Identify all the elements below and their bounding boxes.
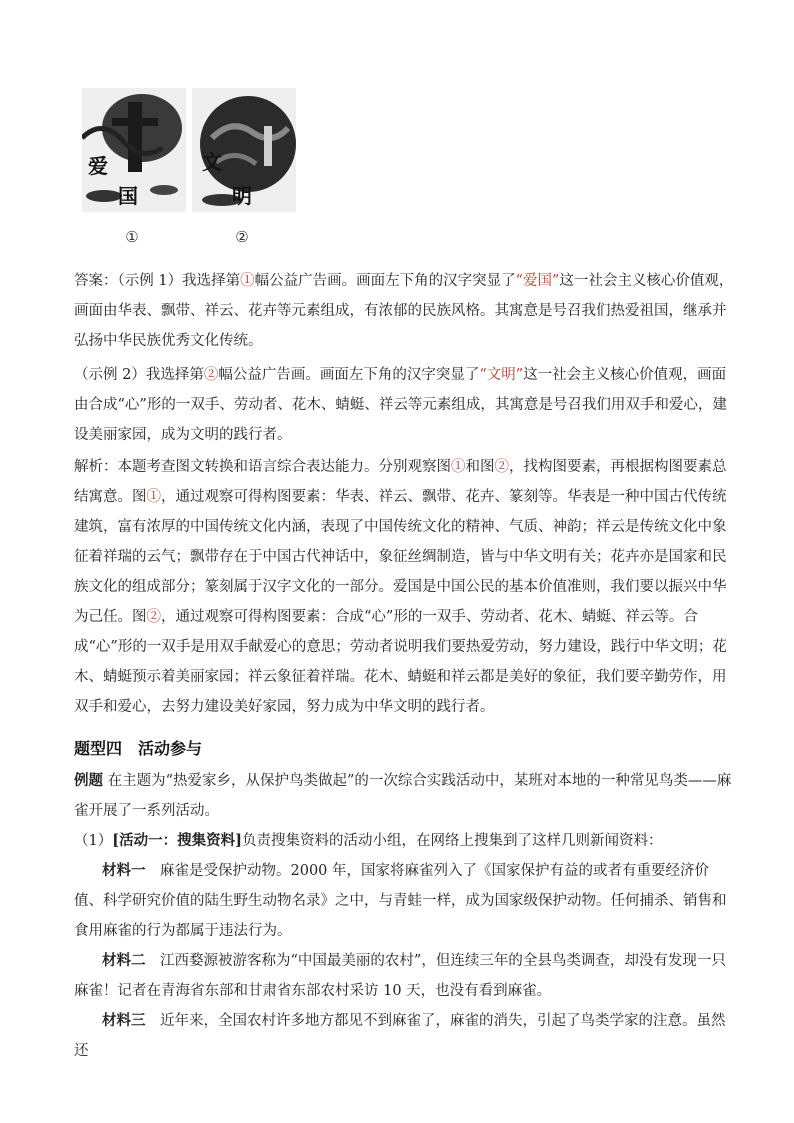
- material-1: [74, 856, 734, 946]
- poster-char-wen: 文: [202, 150, 222, 174]
- answer-ex1-rest: 这一社会主义核心价值观，画面由华表、飘带、祥云、花卉等元素组成，有浓郁的民族风格。其寓意是号召我们热爱祖国，继承并弘扬中华民族优秀文化传统。: [74, 273, 734, 349]
- poster-figure: [74, 78, 296, 256]
- material-3: [74, 1006, 734, 1066]
- poster-char-ming: 明: [232, 184, 252, 208]
- analysis-ref-1: ①: [451, 459, 466, 475]
- analysis-part-2: 和图: [465, 459, 495, 475]
- answer-ex2-ref: ②: [203, 367, 219, 383]
- analysis-ref-2: ②: [494, 459, 509, 475]
- material-1-text: 麻雀是受保护动物。2000 年，国家将麻雀列入了《国家保护有益的或者有重要经济价值、科学研究价值的陆生野生动物名录》之中，与青蛙一样，成为国家级保护动物。任何捕杀、销售和食用麻雀的行为都属于违法行为。: [74, 863, 727, 939]
- material-2-text: 江西婺源被游客称为“中国最美丽的农村”，但连续三年的全县鸟类调查，却没有发现一只麻雀！记者在青海省东部和甘肃省东部农村采访 10 天，也没有看到麻雀。: [74, 953, 726, 999]
- answer-example-2: [74, 360, 734, 450]
- answer-example-1: [74, 266, 734, 356]
- analysis-part-4: ，通过观察可得构图要素：华表、祥云、飘带、花卉、篆刻等。华表是一种中国古代传统建筑，富有浓厚的中国传统文化内涵，表现了中国传统文化的精神、气质、神韵；祥云是传统文化中象征着祥瑞的云气；飘带存在于中国古代神话中，象征丝绸制造，皆与中华文明有关；花卉亦是国家和民族文化的组成部分；篆刻属于汉字文化的一部分。爱国是中国公民的基本价值准则，我们要以振兴中华为己任。图: [74, 489, 727, 625]
- example-text: 在主题为“热爱家乡，从保护鸟类做起”的一次综合实践活动中，某班对本地的一种常见鸟类——麻雀开展了一系列活动。: [74, 773, 732, 819]
- poster-patriotism: [82, 88, 186, 212]
- q1-prefix: （1）: [74, 833, 113, 849]
- analysis-part-5: ，通过观察可得构图要素：合成“心”形的一双手、劳动者、花木、蜻蜓、祥云等。合成“心”形的一双手是用双手献爱心的意思；劳动者说明我们要热爱劳动，努力建设，践行中华文明；花木、蜻蜓预示着美丽家园；祥云象征着祥瑞。花木、蜻蜓和祥云都是美好的象征，我们要辛勤劳作，用双手和爱心，去努力建设美好家园，努力成为中华文明的践行者。: [74, 609, 727, 715]
- figure-label-1: ①: [125, 228, 139, 246]
- answer-ex1-value: “爱国”: [515, 273, 560, 289]
- answer-ex2-value: “文明”: [479, 367, 524, 383]
- example-question: [74, 766, 734, 826]
- section-heading: 题型四 活动参与: [74, 739, 203, 758]
- example-label: 例题: [74, 772, 103, 789]
- material-1-label: 材料一: [102, 862, 146, 879]
- analysis-ref-4: ②: [146, 609, 161, 625]
- material-3-text: 近年来，全国农村许多地方都见不到麻雀了，麻雀的消失，引起了鸟类学家的注意。虽然还: [74, 1013, 726, 1059]
- poster-civilization: [192, 88, 296, 212]
- answer-ex1-prefix: 答案：（示例 1）我选择第: [74, 273, 241, 289]
- answer-ex1-ref: ①: [240, 273, 255, 289]
- analysis-part-1: 解析：本题考查图文转换和语言综合表达能力。分别观察图: [74, 459, 451, 475]
- q1-text: 负责搜集资料的活动小组，在网络上搜集到了这样几则新闻资料：: [241, 833, 663, 849]
- answer-ex2-rest: 这一社会主义核心价值观，画面由合成“心”形的一双手、劳动者、花木、蜻蜓、祥云等元素组成，其寓意是号召我们用双手和爱心，建设美丽家园，成为文明的践行者。: [74, 367, 727, 443]
- figure-label-2: ②: [235, 228, 249, 246]
- analysis-paragraph: [74, 452, 734, 722]
- analysis-part-3: ，找构图要素，再根据构图要素总结寓意。图: [74, 459, 727, 505]
- poster-char-ai: 爱: [88, 154, 108, 178]
- material-2-label: 材料二: [102, 952, 146, 969]
- analysis-ref-3: ①: [146, 489, 161, 505]
- answer-ex2-mid: 幅公益广告画。画面左下角的汉字突显了: [218, 367, 480, 383]
- material-2: [74, 946, 734, 1006]
- material-3-label: 材料三: [102, 1012, 146, 1029]
- answer-ex2-prefix: （示例 2）我选择第: [74, 367, 204, 383]
- answer-ex1-mid: 幅公益广告画。画面左下角的汉字突显了: [254, 273, 516, 289]
- q1-activity: [活动一：搜集资料]: [112, 832, 242, 849]
- poster-char-guo: 国: [118, 184, 138, 208]
- question-1: [74, 826, 734, 856]
